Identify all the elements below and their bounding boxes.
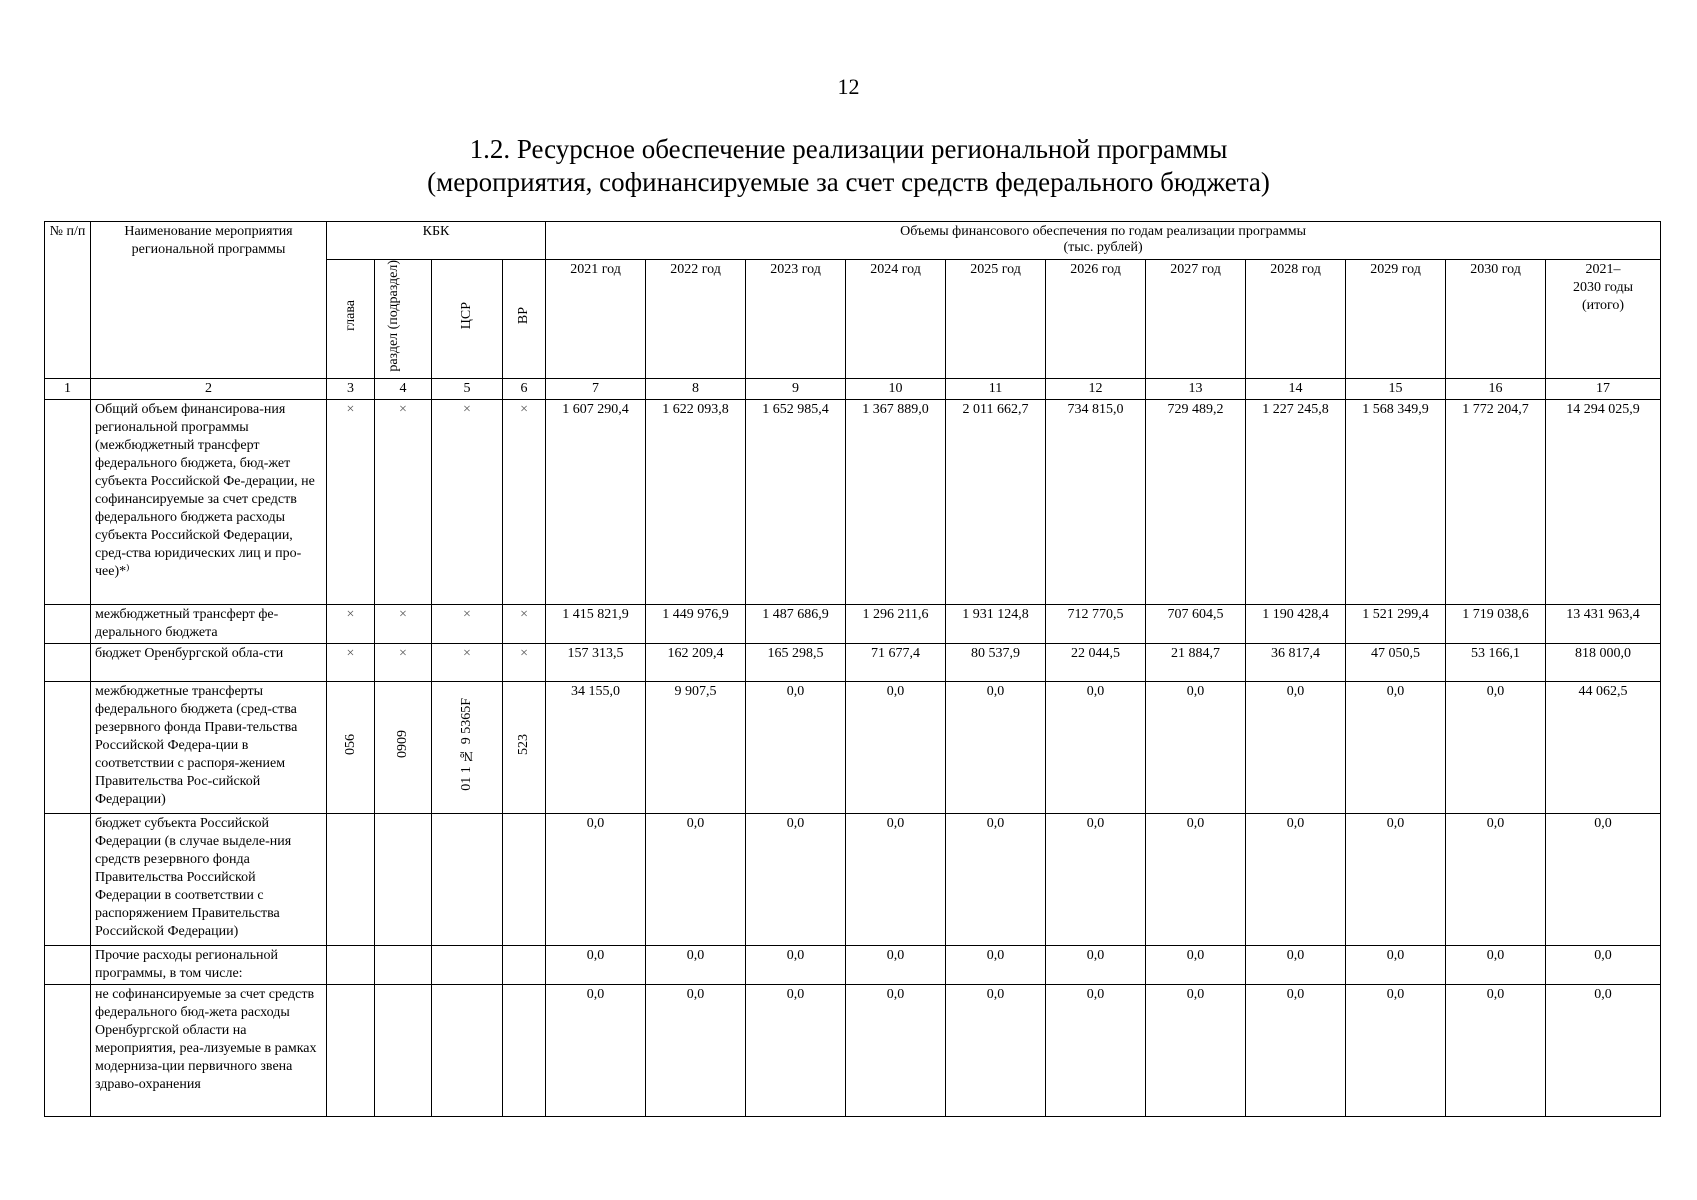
value-cell: 0,0 (646, 984, 746, 1116)
value-cell: 729 489,2 (1146, 399, 1246, 604)
kbk-cell (375, 984, 432, 1116)
value-cell: 0,0 (1246, 681, 1346, 813)
value-cell: 1 652 985,4 (746, 399, 846, 604)
column-number: 6 (503, 378, 546, 399)
value-cell: 0,0 (946, 984, 1046, 1116)
header-kbk-razdel: раздел (подраздел) (375, 260, 432, 379)
kbk-cell: × (375, 399, 432, 604)
row-num (45, 945, 91, 984)
header-kbk-csr: ЦСР (432, 260, 503, 379)
header-year: 2029 год (1346, 260, 1446, 379)
row-name: межбюджетные трансферты федерального бюджета (сред-ства резервного фонда Прави-тельства Российской Федера-ции в соответствии с распоря-жением Правительства Рос-сийской Федерации) (91, 681, 327, 813)
page-number: 12 (837, 74, 860, 99)
value-cell: 0,0 (746, 813, 846, 945)
value-cell: 0,0 (546, 984, 646, 1116)
header-kbk-vr: ВР (503, 260, 546, 379)
header-year: 2021 год (546, 260, 646, 379)
header-kbk: КБК (327, 222, 546, 260)
row-name: бюджет субъекта Российской Федерации (в случае выделе-ния средств резервного фонда Правительства Российской Федерации в соответствии с распоряжением Правительства Российской Федерации) (91, 813, 327, 945)
value-cell: 1 772 204,7 (1446, 399, 1546, 604)
value-cell: 0,0 (1546, 945, 1661, 984)
column-number: 7 (546, 378, 646, 399)
value-cell: 21 884,7 (1146, 643, 1246, 681)
header-name: Наименование мероприятия региональной программы (91, 222, 327, 379)
value-cell: 0,0 (1446, 813, 1546, 945)
value-cell: 0,0 (1246, 945, 1346, 984)
kbk-cell (503, 984, 546, 1116)
value-cell: 0,0 (1446, 681, 1546, 813)
kbk-cell: × (503, 604, 546, 643)
kbk-cell: 01 1 № 9 5365F (432, 681, 503, 813)
value-cell: 0,0 (1346, 813, 1446, 945)
column-number: 4 (375, 378, 432, 399)
value-cell: 0,0 (646, 945, 746, 984)
column-number: 10 (846, 378, 946, 399)
value-cell: 0,0 (846, 945, 946, 984)
kbk-cell (327, 813, 375, 945)
kbk-cell (375, 813, 432, 945)
value-cell: 818 000,0 (1546, 643, 1661, 681)
value-cell: 0,0 (1346, 984, 1446, 1116)
table-row (45, 681, 1661, 813)
value-cell: 22 044,5 (1046, 643, 1146, 681)
kbk-cell: 523 (503, 681, 546, 813)
header-year: 2026 год (1046, 260, 1146, 379)
value-cell: 1 487 686,9 (746, 604, 846, 643)
value-cell: 1 719 038,6 (1446, 604, 1546, 643)
kbk-cell: × (432, 604, 503, 643)
kbk-cell (432, 813, 503, 945)
page-title (0, 133, 1697, 199)
value-cell: 1 622 093,8 (646, 399, 746, 604)
value-cell: 0,0 (1446, 984, 1546, 1116)
column-number: 14 (1246, 378, 1346, 399)
value-cell: 14 294 025,9 (1546, 399, 1661, 604)
value-cell: 2 011 662,7 (946, 399, 1046, 604)
column-number: 13 (1146, 378, 1246, 399)
table-row (45, 604, 1661, 643)
value-cell: 734 815,0 (1046, 399, 1146, 604)
value-cell: 0,0 (1246, 984, 1346, 1116)
table-row (45, 813, 1661, 945)
kbk-cell (327, 984, 375, 1116)
kbk-cell (503, 945, 546, 984)
value-cell: 53 166,1 (1446, 643, 1546, 681)
value-cell: 0,0 (546, 813, 646, 945)
header-year: 2025 год (946, 260, 1046, 379)
value-cell: 0,0 (746, 984, 846, 1116)
value-cell: 1 367 889,0 (846, 399, 946, 604)
column-number: 1 (45, 378, 91, 399)
table-row (45, 984, 1661, 1116)
value-cell: 0,0 (746, 681, 846, 813)
kbk-cell: × (327, 643, 375, 681)
header-year: 2023 год (746, 260, 846, 379)
value-cell: 0,0 (846, 681, 946, 813)
kbk-cell: × (327, 604, 375, 643)
value-cell: 1 521 299,4 (1346, 604, 1446, 643)
kbk-cell: 056 (327, 681, 375, 813)
value-cell: 47 050,5 (1346, 643, 1446, 681)
kbk-cell: × (432, 643, 503, 681)
value-cell: 0,0 (1046, 681, 1146, 813)
value-cell: 165 298,5 (746, 643, 846, 681)
kbk-cell: × (375, 643, 432, 681)
kbk-cell: × (503, 643, 546, 681)
kbk-cell (375, 945, 432, 984)
value-cell: 0,0 (1446, 945, 1546, 984)
value-cell: 0,0 (1146, 984, 1246, 1116)
row-name: бюджет Оренбургской обла-сти (91, 643, 327, 681)
header-volumes-title: Объемы финансового обеспечения по годам реализации программы (900, 224, 1306, 239)
value-cell: 0,0 (746, 945, 846, 984)
row-num (45, 984, 91, 1116)
value-cell: 0,0 (646, 813, 746, 945)
row-name: не софинансируемые за счет средств федерального бюд-жета расходы Оренбургской области на мероприятия, реа-лизуемые в рамках модерниза-ции первичного звена здраво-охранения (91, 984, 327, 1116)
kbk-cell: × (327, 399, 375, 604)
column-number: 5 (432, 378, 503, 399)
row-num (45, 681, 91, 813)
kbk-cell: × (503, 399, 546, 604)
value-cell: 0,0 (1346, 945, 1446, 984)
row-num (45, 643, 91, 681)
header-num: № п/п (45, 222, 91, 379)
row-num (45, 813, 91, 945)
value-cell: 9 907,5 (646, 681, 746, 813)
kbk-cell: × (432, 399, 503, 604)
header-total: 2021– 2030 годы (итого) (1546, 260, 1661, 379)
table-row (45, 945, 1661, 984)
kbk-cell (432, 945, 503, 984)
row-name: межбюджетный трансферт фе-дерального бюджета (91, 604, 327, 643)
kbk-cell (327, 945, 375, 984)
value-cell: 0,0 (1046, 984, 1146, 1116)
value-cell: 0,0 (1046, 945, 1146, 984)
value-cell: 44 062,5 (1546, 681, 1661, 813)
column-number: 16 (1446, 378, 1546, 399)
value-cell: 162 209,4 (646, 643, 746, 681)
resource-table (44, 221, 1661, 1117)
column-numbers-row (45, 378, 1661, 399)
value-cell: 0,0 (846, 813, 946, 945)
value-cell: 1 568 349,9 (1346, 399, 1446, 604)
column-number: 8 (646, 378, 746, 399)
row-name: Прочие расходы региональной программы, в том числе: (91, 945, 327, 984)
row-num (45, 604, 91, 643)
value-cell: 0,0 (1246, 813, 1346, 945)
header-year: 2027 год (1146, 260, 1246, 379)
value-cell: 0,0 (1546, 984, 1661, 1116)
column-number: 9 (746, 378, 846, 399)
value-cell: 34 155,0 (546, 681, 646, 813)
value-cell: 0,0 (546, 945, 646, 984)
table-row (45, 643, 1661, 681)
value-cell: 1 607 290,4 (546, 399, 646, 604)
row-name: Общий объем финансирова-ния региональной программы (межбюджетный трансферт федерального бюджета, бюд-жет субъекта Российской Фе-дерации, не софинансируемые за счет средств федерального бюджета расходы субъекта Российской Федерации, сред-ства юридических лиц и про-чее)*⁾ (91, 399, 327, 604)
value-cell: 1 190 428,4 (1246, 604, 1346, 643)
header-year: 2022 год (646, 260, 746, 379)
value-cell: 80 537,9 (946, 643, 1046, 681)
value-cell: 0,0 (1146, 945, 1246, 984)
value-cell: 0,0 (1146, 681, 1246, 813)
column-number: 17 (1546, 378, 1661, 399)
value-cell: 36 817,4 (1246, 643, 1346, 681)
header-kbk-glava: глава (327, 260, 375, 379)
header-volumes-unit: (тыс. рублей) (1063, 240, 1143, 255)
kbk-cell (503, 813, 546, 945)
value-cell: 707 604,5 (1146, 604, 1246, 643)
column-number: 11 (946, 378, 1046, 399)
value-cell: 1 227 245,8 (1246, 399, 1346, 604)
kbk-cell: 0909 (375, 681, 432, 813)
header-year: 2030 год (1446, 260, 1546, 379)
value-cell: 157 313,5 (546, 643, 646, 681)
column-number: 12 (1046, 378, 1146, 399)
title-line-2: (мероприятия, софинансируемые за счет средств федерального бюджета) (427, 167, 1270, 197)
kbk-cell (432, 984, 503, 1116)
table-row (45, 399, 1661, 604)
row-num (45, 399, 91, 604)
value-cell: 71 677,4 (846, 643, 946, 681)
value-cell: 0,0 (946, 681, 1046, 813)
value-cell: 0,0 (1346, 681, 1446, 813)
kbk-cell: × (375, 604, 432, 643)
value-cell: 0,0 (1546, 813, 1661, 945)
header-year: 2028 год (1246, 260, 1346, 379)
title-line-1: 1.2. Ресурсное обеспечение реализации региональной программы (469, 134, 1228, 164)
column-number: 15 (1346, 378, 1446, 399)
column-number: 2 (91, 378, 327, 399)
value-cell: 1 931 124,8 (946, 604, 1046, 643)
value-cell: 0,0 (846, 984, 946, 1116)
value-cell: 1 296 211,6 (846, 604, 946, 643)
column-number: 3 (327, 378, 375, 399)
value-cell: 0,0 (946, 813, 1046, 945)
value-cell: 1 449 976,9 (646, 604, 746, 643)
value-cell: 0,0 (1046, 813, 1146, 945)
value-cell: 0,0 (946, 945, 1046, 984)
header-year: 2024 год (846, 260, 946, 379)
value-cell: 13 431 963,4 (1546, 604, 1661, 643)
header-volumes (546, 222, 1661, 260)
value-cell: 712 770,5 (1046, 604, 1146, 643)
value-cell: 1 415 821,9 (546, 604, 646, 643)
value-cell: 0,0 (1146, 813, 1246, 945)
